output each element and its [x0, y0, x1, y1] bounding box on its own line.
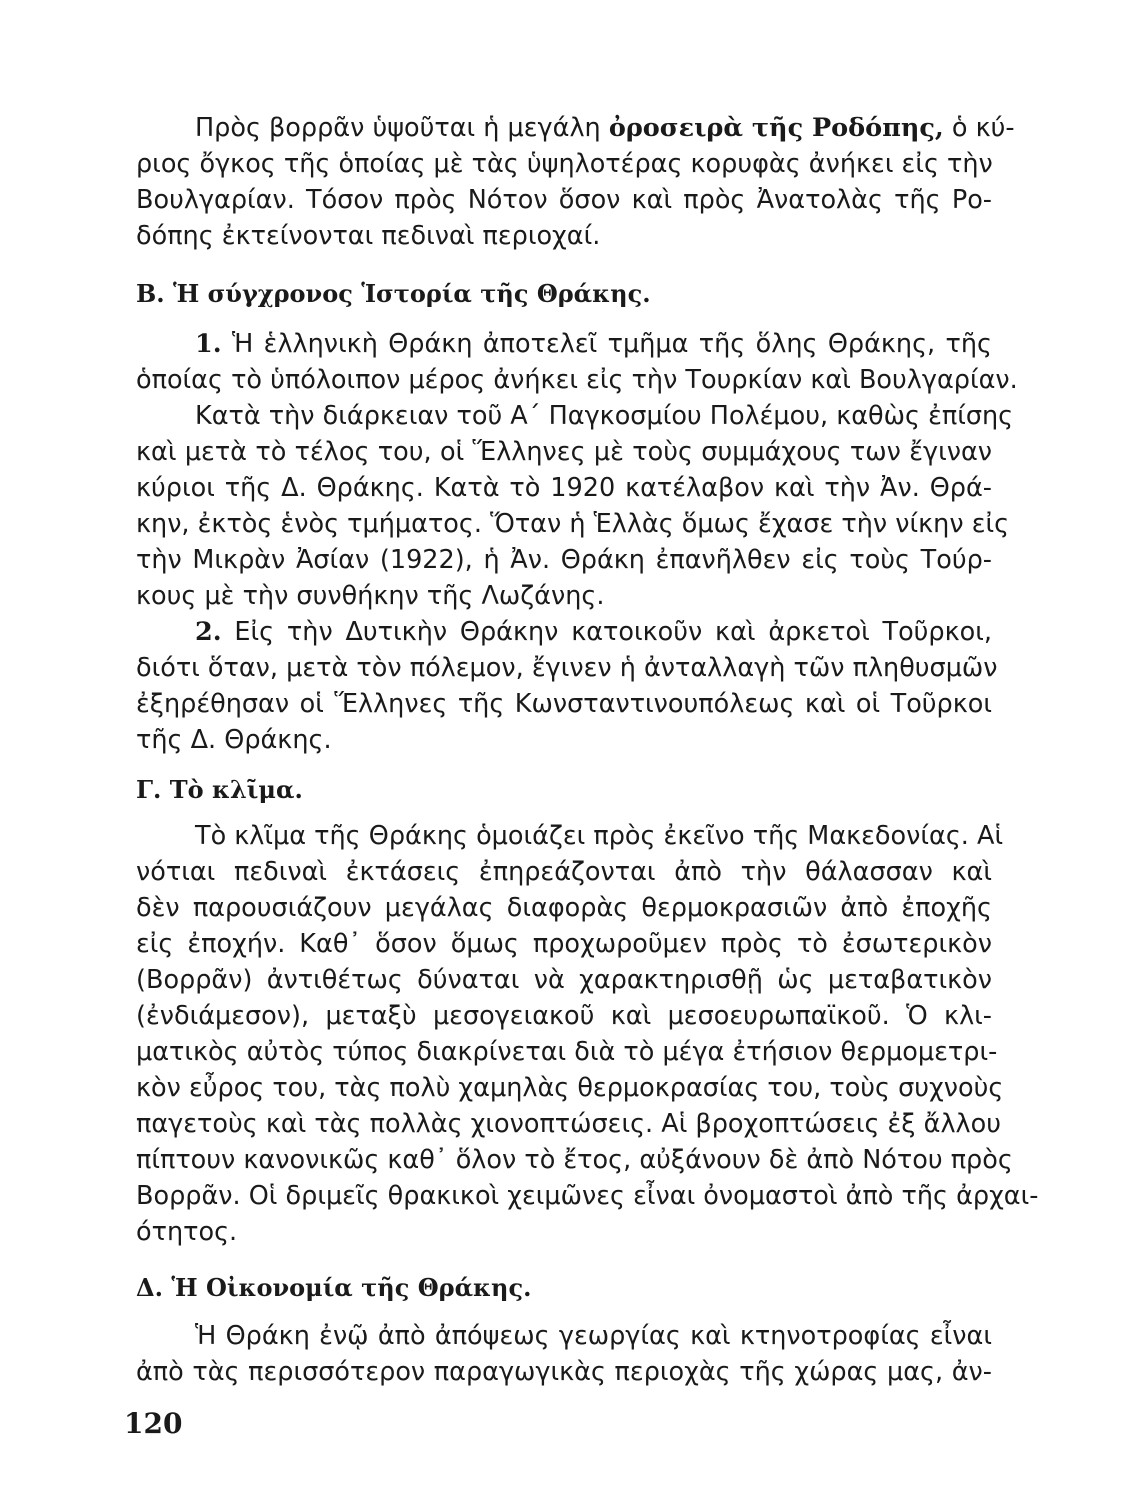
- paragraph-line: νότιαι πεδιναὶ ἐκτάσεις ἐπηρεάζονται ἀπὸ τὴν θάλασσαν καὶ: [136, 857, 992, 887]
- section-heading-economy: Δ. Ἡ Οἰκονομία τῆς Θράκης.: [136, 1273, 532, 1302]
- paragraph-number: 1.: [195, 329, 222, 359]
- section-heading-climate: Γ. Τὸ κλῖμα.: [136, 775, 303, 804]
- paragraph-line: ότητος.: [136, 1217, 238, 1247]
- paragraph-line: (ἐνδιάμεσον), μεταξὺ μεσογειακοῦ καὶ μεσοευρωπαϊκοῦ. Ὁ κλι-: [136, 1001, 992, 1031]
- text-span: Εἰς τὴν Δυτικὴν Θράκην κατοικοῦν καὶ ἀρκετοὶ Τοῦρκοι,: [221, 617, 992, 647]
- paragraph-number: 2.: [195, 617, 222, 647]
- paragraph-line: καὶ μετὰ τὸ τέλος του, οἱ Ἕλληνες μὲ τοὺς συμμάχους των ἔγιναν: [136, 437, 992, 467]
- paragraph-line: [195, 110, 1015, 146]
- paragraph-line: ὁποίας τὸ ὑπόλοιπον μέρος ἀνήκει εἰς τὴν Τουρκίαν καὶ Βουλγαρίαν.: [136, 365, 1018, 395]
- paragraph-line: Ἡ Θράκη ἐνῷ ἀπὸ ἀπόψεως γεωργίας καὶ κτηνοτροφίας εἶναι: [195, 1321, 992, 1351]
- paragraph-line: κους μὲ τὴν συνθήκην τῆς Λωζάνης.: [136, 581, 605, 611]
- paragraph-line: κύριοι τῆς Δ. Θράκης. Κατὰ τὸ 1920 κατέλαβον καὶ τὴν Ἀν. Θρά-: [136, 473, 992, 503]
- paragraph-line: κὸν εὖρος του, τὰς πολὺ χαμηλὰς θερμοκρασίας του, τοὺς συχνοὺς: [136, 1073, 1004, 1103]
- paragraph-line: διότι ὅταν, μετὰ τὸν πόλεμον, ἔγινεν ἡ ἀνταλλαγὴ τῶν πληθυσμῶν: [136, 653, 998, 683]
- paragraph-line: τὴν Μικρὰν Ἀσίαν (1922), ἡ Ἀν. Θράκη ἐπανῆλθεν εἰς τοὺς Τούρ-: [136, 545, 992, 575]
- paragraph-line: δὲν παρουσιάζουν μεγάλας διαφορὰς θερμοκρασιῶν ἀπὸ ἐποχῆς: [136, 893, 992, 923]
- paragraph-line: Τὸ κλῖμα τῆς Θράκης ὁμοιάζει πρὸς ἐκεῖνο τῆς Μακεδονίας. Αἱ: [195, 821, 1004, 851]
- paragraph-line: [195, 614, 992, 650]
- paragraph-line: τῆς Δ. Θράκης.: [136, 725, 332, 755]
- paragraph-line: εἰς ἐποχήν. Καθ᾽ ὅσον ὅμως προχωροῦμεν πρὸς τὸ ἐσωτερικὸν: [136, 929, 992, 959]
- text-span: Ἡ ἑλληνικὴ Θράκη ἀποτελεῖ τμῆμα τῆς ὅλης Θράκης, τῆς: [221, 329, 992, 359]
- paragraph-line: δόπης ἐκτείνονται πεδιναὶ περιοχαί.: [136, 221, 601, 251]
- paragraph-line: (Βορρᾶν) ἀντιθέτως δύναται νὰ χαρακτηρισθῇ ὡς μεταβατικὸν: [136, 965, 992, 995]
- paragraph-line: Βουλγαρίαν. Τόσον πρὸς Νότον ὅσον καὶ πρὸς Ἀνατολὰς τῆς Ρο-: [136, 185, 992, 215]
- paragraph-line: παγετοὺς καὶ τὰς πολλὰς χιονοπτώσεις. Αἱ βροχοπτώσεις ἐξ ἄλλου: [136, 1109, 1001, 1139]
- paragraph-line: ἀπὸ τὰς περισσότερον παραγωγικὰς περιοχὰς τῆς χώρας μας, ἀν-: [136, 1357, 992, 1387]
- text-span: Πρὸς βορρᾶν ὑψοῦται ἡ μεγάλη: [195, 113, 609, 143]
- paragraph-line: ἐξηρέθησαν οἱ Ἕλληνες τῆς Κωνσταντινουπόλεως καὶ οἱ Τοῦρκοι: [136, 689, 992, 719]
- paragraph-line: Κατὰ τὴν διάρκειαν τοῦ Α΄ Παγκοσμίου Πολέμου, καθὼς ἐπίσης: [195, 401, 1014, 431]
- paragraph-line: πίπτουν κανονικῶς καθ᾽ ὅλον τὸ ἔτος, αὐξάνουν δὲ ἀπὸ Νότου πρὸς: [136, 1145, 1013, 1175]
- page-number: 120: [124, 1407, 183, 1440]
- paragraph-line: κην, ἐκτὸς ἑνὸς τμήματος. Ὅταν ἡ Ἑλλὰς ὅμως ἔχασε τὴν νίκην εἰς: [136, 509, 1010, 539]
- paragraph-line: ματικὸς αὐτὸς τύπος διακρίνεται διὰ τὸ μέγα ἐτήσιον θερμομετρι-: [136, 1037, 998, 1067]
- text-span: ὁ κύ-: [943, 113, 1015, 143]
- paragraph-line: [195, 326, 992, 362]
- paragraph-line: ριος ὄγκος τῆς ὁποίας μὲ τὰς ὑψηλοτέρας κορυφὰς ἀνήκει εἰς τὴν: [136, 149, 993, 179]
- section-heading-history: Β. Ἡ σύγχρονος Ἱστορία τῆς Θράκης.: [136, 279, 651, 308]
- emphasis-text: ὀροσειρὰ τῆς Ροδόπης,: [608, 113, 944, 143]
- paragraph-line: Βορρᾶν. Οἱ δριμεῖς θρακικοὶ χειμῶνες εἶναι ὀνομαστοὶ ἀπὸ τῆς ἀρχαι-: [136, 1181, 1039, 1211]
